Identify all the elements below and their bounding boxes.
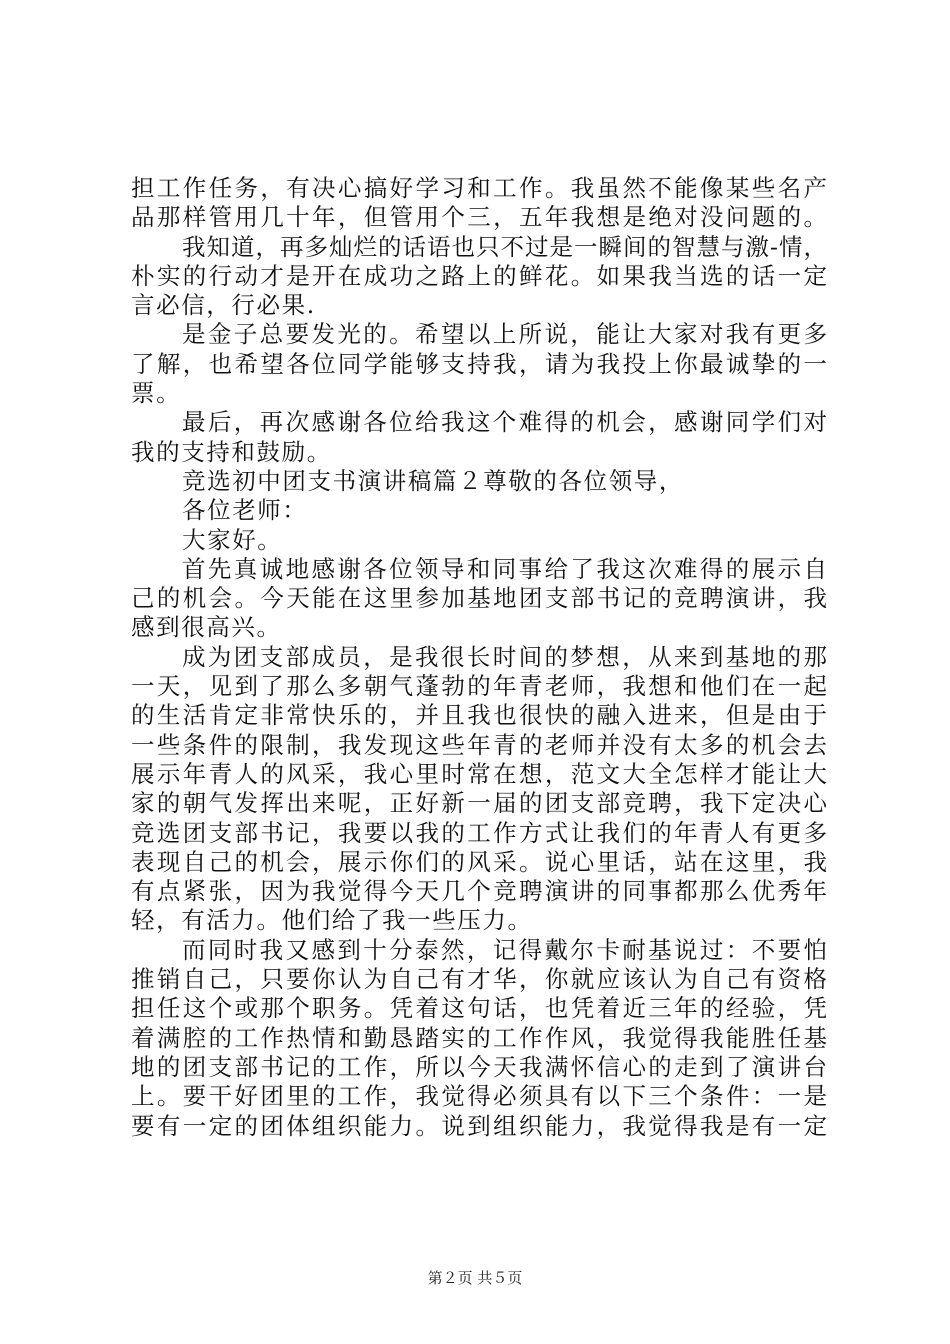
text-line: 上。要干好团里的工作，我觉得必须具有以下三个条件：一是 <box>131 1082 827 1111</box>
text-line: 首先真诚地感谢各位领导和同事给了我这次难得的展示自 <box>182 554 827 583</box>
text-line: 轻，有活力。他们给了我一些压力。 <box>131 906 533 935</box>
text-line: 成为团支部成员，是我很长时间的梦想，从来到基地的那 <box>182 642 827 671</box>
text-line: 一些条件的限制，我发现这些年青的老师并没有太多的机会去 <box>131 730 827 759</box>
text-line: 家的朝气发挥出来呢，正好新一届的团支部竞聘，我下定决心 <box>131 789 827 818</box>
text-line: 我知道，再多灿烂的话语也只不过是一瞬间的智慧与激-情， <box>182 232 827 261</box>
text-line: 朴实的行动才是开在成功之路上的鲜花。如果我当选的话一定 <box>131 261 827 290</box>
text-line: 竞选团支部书记，我要以我的工作方式让我们的年青人有更多 <box>131 818 827 847</box>
text-line: 我的支持和鼓励。 <box>131 437 332 466</box>
text-line: 一天，见到了那么多朝气蓬勃的年青老师，我想和他们在一起 <box>131 672 827 701</box>
text-line: 己的机会。今天能在这里参加基地团支部书记的竞聘演讲，我 <box>131 584 827 613</box>
text-line: 品那样管用几十年，但管用个三，五年我想是绝对没问题的。 <box>131 203 827 232</box>
text-line: 地的团支部书记的工作，所以今天我满怀信心的走到了演讲台 <box>131 1052 827 1081</box>
text-line: 着满腔的工作热情和勤恳踏实的工作作风，我觉得我能胜任基 <box>131 1023 827 1052</box>
text-line: 表现自己的机会，展示你们的风采。说心里话，站在这里，我 <box>131 847 827 876</box>
text-line: 担任这个或那个职务。凭着这句话，也凭着近三年的经验，凭 <box>131 994 827 1023</box>
text-line: 最后，再次感谢各位给我这个难得的机会，感谢同学们对 <box>182 408 827 437</box>
text-line: 要有一定的团体组织能力。说到组织能力，我觉得我是有一定 <box>131 1111 827 1140</box>
text-line: 担工作任务，有决心搞好学习和工作。我虽然不能像某些名产 <box>131 174 827 202</box>
page-number-footer: 第２页 共５页 <box>427 1269 523 1287</box>
text-line: 了解，也希望各位同学能够支持我，请为我投上你最诚挚的一 <box>131 349 827 378</box>
text-line: 言必信，行必果. <box>131 291 316 320</box>
text-line: 有点紧张，因为我觉得今天几个竞聘演讲的同事都那么优秀年 <box>131 877 827 906</box>
text-line: 竞选初中团支书演讲稿篇２尊敬的各位领导， <box>182 466 684 495</box>
text-line: 展示年青人的风采，我心里时常在想，范文大全怎样才能让大 <box>131 759 827 788</box>
text-line: 票。 <box>131 379 182 408</box>
text-line: 的生活肯定非常快乐的，并且我也很快的融入进来，但是由于 <box>131 701 827 730</box>
text-line: 感到很高兴。 <box>131 613 282 642</box>
text-line: 大家好。 <box>182 525 283 554</box>
text-line: 而同时我又感到十分泰然，记得戴尔卡耐基说过：不要怕 <box>182 935 827 964</box>
text-line: 是金子总要发光的。希望以上所说，能让大家对我有更多 <box>182 320 827 349</box>
text-line: 推销自己，只要你认为自己有才华，你就应该认为自己有资格 <box>131 965 827 994</box>
text-line: 各位老师： <box>182 496 308 525</box>
document-body <box>131 174 827 1141</box>
